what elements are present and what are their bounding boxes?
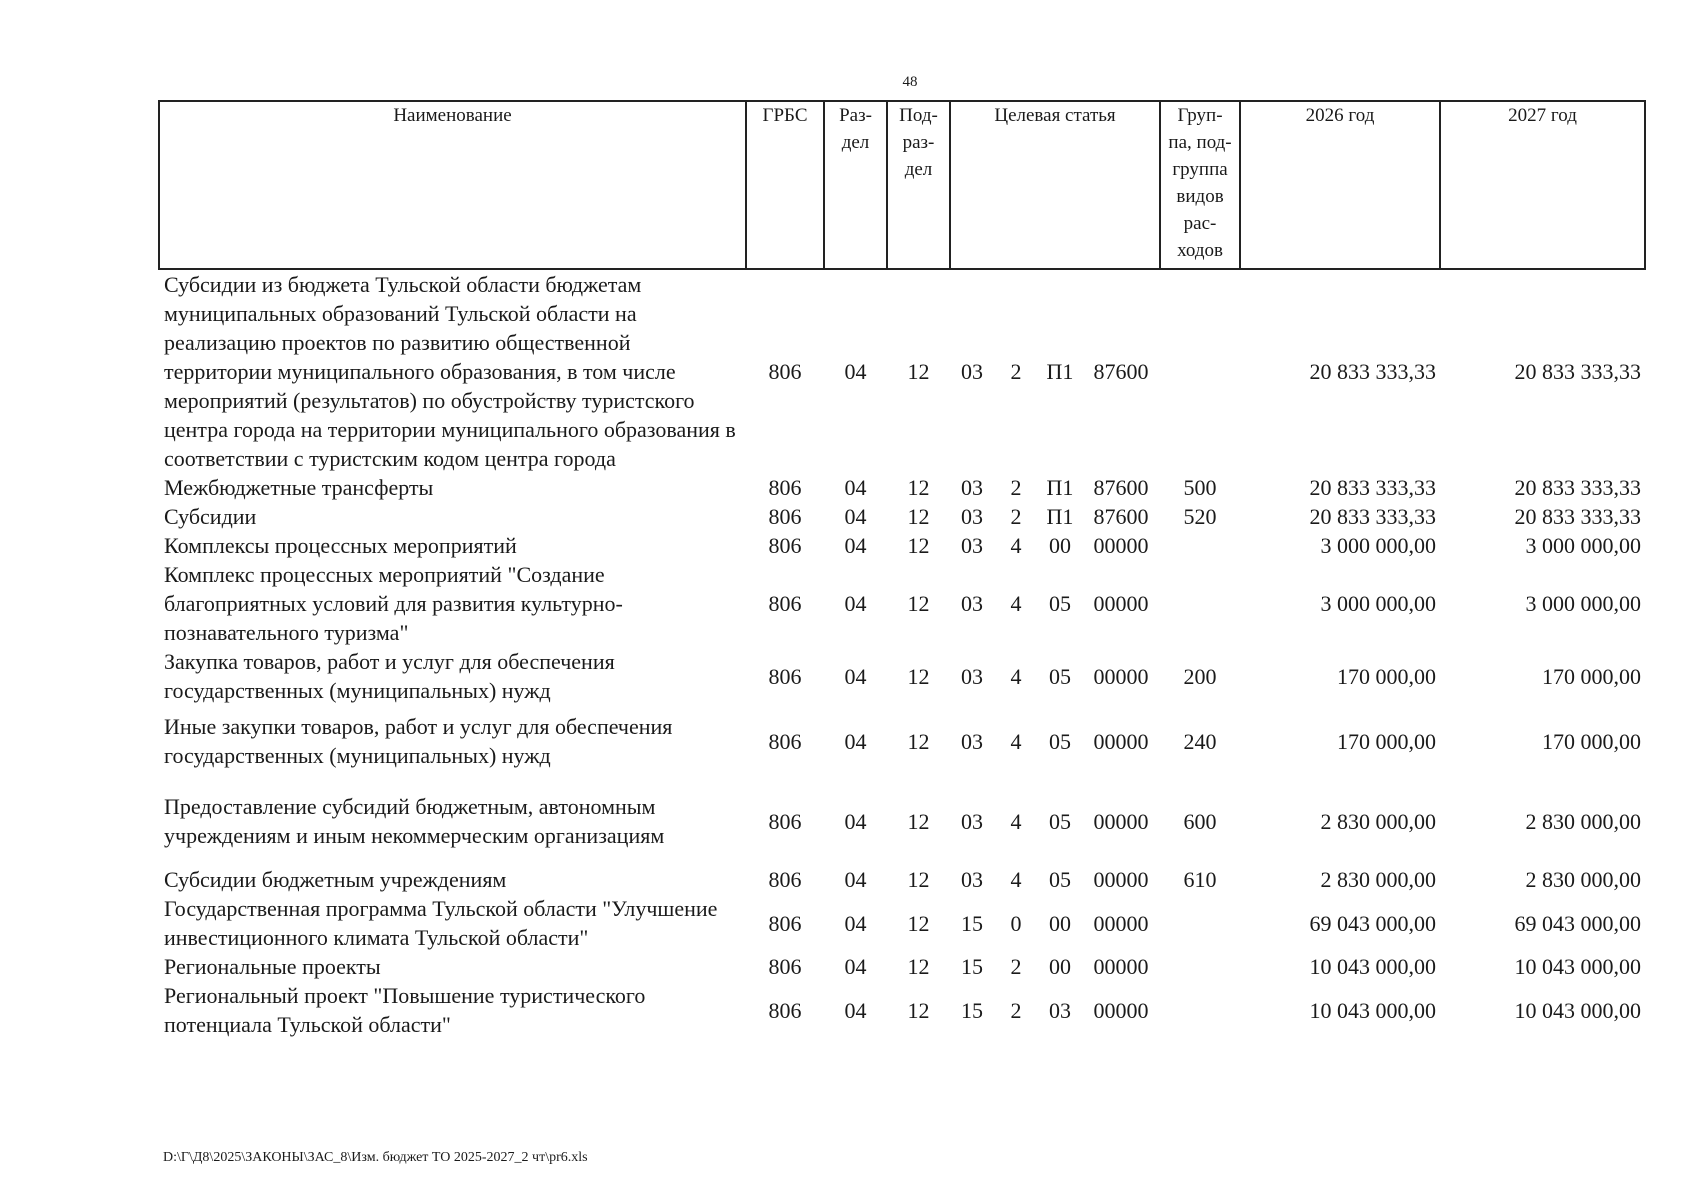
- table-row: [159, 952, 1645, 981]
- cell-razdel: 04: [844, 954, 867, 979]
- cell-2027: 10 043 000,00: [1514, 954, 1642, 979]
- cell-target-1: 03: [961, 728, 983, 754]
- cell-expense-type: 240: [1183, 728, 1217, 754]
- cell-target-2: 2: [1010, 997, 1022, 1023]
- cell-expense-type: 610: [1183, 867, 1217, 892]
- cell-grbs: 806: [768, 359, 802, 384]
- cell-name: Комплексы процессных мероприятий: [164, 533, 517, 558]
- cell-grbs: 806: [768, 533, 802, 558]
- cell-2026: 170 000,00: [1337, 663, 1437, 689]
- table-header-row: [159, 101, 1645, 269]
- cell-expense-type: [1160, 531, 1240, 560]
- cell-target-1: 03: [961, 591, 983, 616]
- cell-2026: 2 830 000,00: [1320, 867, 1437, 892]
- cell-grbs: 806: [768, 808, 802, 834]
- cell-2027: 170 000,00: [1542, 728, 1642, 754]
- cell-2026: 20 833 333,33: [1309, 504, 1437, 529]
- cell-name: Субсидии бюджетным учреждениям: [164, 867, 507, 892]
- cell-podrazdel: 12: [907, 997, 930, 1023]
- cell-2026: 3 000 000,00: [1320, 591, 1437, 616]
- cell-razdel: 04: [844, 663, 867, 689]
- cell-target-4: 87600: [1093, 359, 1149, 384]
- cell-target-2: 4: [1010, 663, 1022, 689]
- cell-target-4: 00000: [1093, 663, 1149, 689]
- header-expense-group: Груп- па, под- группа видов рас- ходов: [1160, 101, 1240, 269]
- cell-target-2: 2: [1010, 359, 1022, 384]
- cell-target-4: 00000: [1093, 867, 1149, 892]
- cell-razdel: 04: [844, 910, 867, 936]
- cell-name: Комплекс процессных мероприятий "Создание благоприятных условий для развития культурно-познавательного туризма": [164, 562, 623, 645]
- header-2026: 2026 год: [1240, 101, 1440, 269]
- cell-razdel: 04: [844, 808, 867, 834]
- cell-target-1: 15: [961, 997, 983, 1023]
- cell-expense-type: 500: [1183, 475, 1217, 500]
- cell-podrazdel: 12: [907, 663, 930, 689]
- cell-grbs: 806: [768, 663, 802, 689]
- cell-target-2: 4: [1010, 728, 1022, 754]
- cell-expense-type: [1160, 560, 1240, 647]
- cell-expense-type: [1160, 952, 1240, 981]
- cell-name: Предоставление субсидий бюджетным, автономным учреждениям и иным некоммерческим организациям: [164, 794, 665, 848]
- cell-target-4: 00000: [1093, 808, 1149, 834]
- cell-name: Региональный проект "Повышение туристического потенциала Тульской области": [164, 983, 646, 1037]
- cell-grbs: 806: [768, 504, 802, 529]
- cell-podrazdel: 12: [907, 728, 930, 754]
- cell-target-2: 4: [1010, 591, 1022, 616]
- cell-2026: 3 000 000,00: [1320, 533, 1437, 558]
- cell-podrazdel: 12: [907, 591, 930, 616]
- cell-2027: 170 000,00: [1542, 663, 1642, 689]
- cell-name: Иные закупки товаров, работ и услуг для обеспечения государственных (муниципальных) нужд: [164, 714, 673, 768]
- cell-target-2: 4: [1010, 533, 1022, 558]
- cell-target-4: 00000: [1093, 954, 1149, 979]
- cell-target-3: П1: [1046, 475, 1074, 500]
- cell-podrazdel: 12: [907, 533, 930, 558]
- cell-podrazdel: 12: [907, 359, 930, 384]
- table-row: [159, 894, 1645, 952]
- cell-target-3: 00: [1049, 954, 1071, 979]
- cell-target-3: 05: [1049, 663, 1071, 689]
- table-row: [159, 865, 1645, 894]
- cell-target-2: 4: [1010, 867, 1022, 892]
- cell-razdel: 04: [844, 533, 867, 558]
- cell-target-4: 00000: [1093, 591, 1149, 616]
- cell-2026: 10 043 000,00: [1309, 997, 1437, 1023]
- cell-expense-type: 200: [1183, 663, 1217, 689]
- header-name: Наименование: [159, 101, 746, 269]
- table-row: [159, 560, 1645, 647]
- cell-expense-type: 520: [1183, 504, 1217, 529]
- cell-target-4: 00000: [1093, 910, 1149, 936]
- cell-2026: 170 000,00: [1337, 728, 1437, 754]
- cell-razdel: 04: [844, 728, 867, 754]
- cell-2026: 2 830 000,00: [1320, 808, 1437, 834]
- cell-name: Государственная программа Тульской области "Улучшение инвестиционного климата Тульской области": [164, 896, 718, 950]
- budget-table: [158, 100, 1646, 1039]
- cell-expense-type: [1160, 269, 1240, 473]
- cell-target-4: 87600: [1093, 475, 1149, 500]
- cell-2027: 3 000 000,00: [1525, 533, 1642, 558]
- cell-podrazdel: 12: [907, 475, 930, 500]
- cell-expense-type: [1160, 894, 1240, 952]
- cell-podrazdel: 12: [907, 910, 930, 936]
- cell-target-3: 05: [1049, 728, 1071, 754]
- cell-name: Закупка товаров, работ и услуг для обеспечения государственных (муниципальных) нужд: [164, 649, 615, 703]
- cell-target-1: 03: [961, 533, 983, 558]
- cell-name: Субсидии из бюджета Тульской области бюджетам муниципальных образований Тульской области на реализацию проектов по развитию общественной территории муниципального образования, в том числе мероприятий (результатов) по обустройству туристского центра города на территории муниципального образования в соответствии с туристским кодом центра города: [164, 272, 736, 471]
- cell-2027: 2 830 000,00: [1525, 867, 1642, 892]
- cell-expense-type: [1160, 981, 1240, 1039]
- cell-target-3: 05: [1049, 808, 1071, 834]
- cell-grbs: 806: [768, 728, 802, 754]
- cell-podrazdel: 12: [907, 954, 930, 979]
- cell-2027: 20 833 333,33: [1514, 475, 1642, 500]
- cell-2026: 10 043 000,00: [1309, 954, 1437, 979]
- header-razdel: Раз- дел: [824, 101, 887, 269]
- cell-2027: 2 830 000,00: [1525, 808, 1642, 834]
- cell-name: Региональные проекты: [164, 954, 381, 979]
- cell-target-3: 00: [1049, 910, 1071, 936]
- table-row: [159, 502, 1645, 531]
- cell-grbs: 806: [768, 867, 802, 892]
- cell-target-2: 0: [1010, 910, 1022, 936]
- cell-podrazdel: 12: [907, 808, 930, 834]
- cell-target-4: 00000: [1093, 533, 1149, 558]
- cell-name: Субсидии: [164, 504, 257, 529]
- cell-2026: 20 833 333,33: [1309, 475, 1437, 500]
- cell-target-3: 03: [1049, 997, 1071, 1023]
- cell-grbs: 806: [768, 997, 802, 1023]
- header-grbs: ГРБС: [746, 101, 824, 269]
- cell-razdel: 04: [844, 504, 867, 529]
- table-row: [159, 705, 1645, 777]
- cell-grbs: 806: [768, 910, 802, 936]
- cell-2026: 20 833 333,33: [1309, 359, 1437, 384]
- page-number: 48: [902, 74, 918, 90]
- cell-razdel: 04: [844, 997, 867, 1023]
- cell-target-2: 4: [1010, 808, 1022, 834]
- table-row: [159, 269, 1645, 473]
- cell-expense-type: 600: [1183, 808, 1217, 834]
- table-row: [159, 777, 1645, 865]
- cell-target-3: П1: [1046, 359, 1074, 384]
- header-2027: 2027 год: [1440, 101, 1645, 269]
- cell-2027: 10 043 000,00: [1514, 997, 1642, 1023]
- header-podrazdel: Под- раз- дел: [887, 101, 950, 269]
- cell-target-4: 00000: [1093, 997, 1149, 1023]
- cell-target-4: 00000: [1093, 728, 1149, 754]
- table-row: [159, 981, 1645, 1039]
- cell-name: Межбюджетные трансферты: [164, 475, 434, 500]
- cell-grbs: 806: [768, 475, 802, 500]
- cell-razdel: 04: [844, 867, 867, 892]
- cell-2027: 3 000 000,00: [1525, 591, 1642, 616]
- cell-target-2: 2: [1010, 504, 1022, 529]
- cell-target-1: 03: [961, 504, 983, 529]
- cell-target-3: 05: [1049, 867, 1071, 892]
- cell-2027: 20 833 333,33: [1514, 359, 1642, 384]
- cell-razdel: 04: [844, 475, 867, 500]
- cell-podrazdel: 12: [907, 867, 930, 892]
- table-row: [159, 647, 1645, 705]
- cell-target-1: 15: [961, 910, 983, 936]
- cell-target-1: 03: [961, 867, 983, 892]
- cell-grbs: 806: [768, 954, 802, 979]
- cell-2027: 20 833 333,33: [1514, 504, 1642, 529]
- table-row: [159, 531, 1645, 560]
- cell-target-4: 87600: [1093, 504, 1149, 529]
- cell-target-3: 00: [1049, 533, 1071, 558]
- cell-razdel: 04: [844, 359, 867, 384]
- table-row: [159, 473, 1645, 502]
- cell-target-2: 2: [1010, 475, 1022, 500]
- cell-target-1: 03: [961, 475, 983, 500]
- cell-target-1: 03: [961, 808, 983, 834]
- cell-target-3: П1: [1046, 504, 1074, 529]
- header-target-article: Целевая статья: [950, 101, 1160, 269]
- file-path-footer: D:\Г\Д8\2025\ЗАКОНЫ\ЗАС_8\Изм. бюджет ТО 2025-2027_2 чт\pr6.xls: [163, 1150, 588, 1165]
- cell-podrazdel: 12: [907, 504, 930, 529]
- cell-razdel: 04: [844, 591, 867, 616]
- cell-2027: 69 043 000,00: [1514, 910, 1642, 936]
- cell-target-2: 2: [1010, 954, 1022, 979]
- cell-target-3: 05: [1049, 591, 1071, 616]
- cell-target-1: 03: [961, 359, 983, 384]
- cell-target-1: 15: [961, 954, 983, 979]
- cell-grbs: 806: [768, 591, 802, 616]
- cell-2026: 69 043 000,00: [1309, 910, 1437, 936]
- cell-target-1: 03: [961, 663, 983, 689]
